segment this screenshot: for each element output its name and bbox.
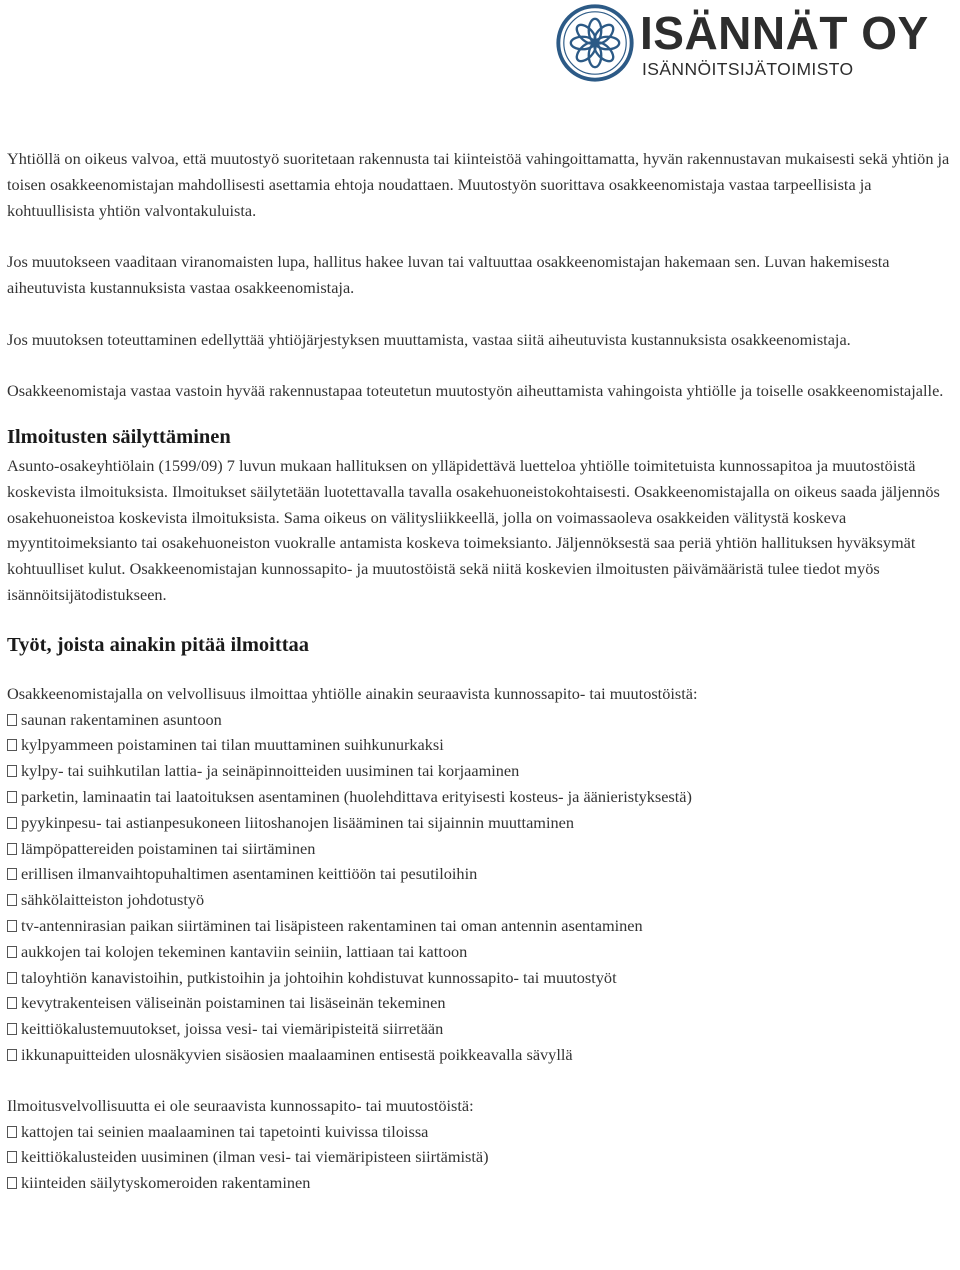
bullet-box-icon xyxy=(7,946,17,958)
list-item xyxy=(7,784,957,810)
list-item xyxy=(7,1042,957,1068)
bullet-box-icon xyxy=(7,894,17,906)
section-heading-works: Työt, joista ainakin pitää ilmoittaa xyxy=(7,633,310,656)
list-item-text: lämpöpattereiden poistaminen tai siirtäminen xyxy=(21,838,316,858)
brand-name: ISÄNNÄT OY xyxy=(640,7,929,59)
list-item-text: pyykinpesu- tai astianpesukoneen liitoshanojen lisääminen tai sijainnin muuttaminen xyxy=(21,812,574,832)
paragraph-supervision: Yhtiöllä on oikeus valvoa, että muutostyö suoritetaan rakennusta tai kiinteistöä vahingoittamatta, hyvän rakennustavan mukaisesti sekä yhtiön ja toisen osakkeenomistajan mahdollisesti asettamia ehtoja noudattaen. Muutostyön suorittava osakkeenomistaja vastaa tarpeellisista ja kohtuullisista yhtiön valvontakuluista. xyxy=(7,149,950,220)
brand-subtitle: ISÄNNÖITSIJÄTOIMISTO xyxy=(642,59,854,79)
paragraph-permit: Jos muutokseen vaaditaan viranomaisten lupa, hallitus hakee luvan tai valtuuttaa osakkeenomistajan hakemaan sen. Luvan hakemisesta aiheutuvista kustannuksista vastaa osakkeenomistaja. xyxy=(7,252,890,297)
list-item-text: saunan rakentaminen asuntoon xyxy=(21,709,222,729)
list-item-text: kattojen tai seinien maalaaminen tai tapetointi kuivissa tiloissa xyxy=(21,1121,429,1141)
list-item-text: tv-antennirasian paikan siirtäminen tai lisäpisteen rakentaminen tai oman antennin asentaminen xyxy=(21,915,643,935)
letterhead xyxy=(556,4,946,84)
list-item-text: parketin, laminaatin tai laatoituksen asentaminen (huolehdittava erityisesti kosteus- ja äänieristyksestä) xyxy=(21,786,692,806)
list-item xyxy=(7,939,957,965)
bullet-box-icon xyxy=(7,972,17,984)
list-item xyxy=(7,836,957,862)
bullet-box-icon xyxy=(7,1177,17,1189)
list-item xyxy=(7,758,957,784)
list-item xyxy=(7,1144,957,1170)
list-item xyxy=(7,1016,957,1042)
document-body xyxy=(7,146,957,1196)
bullet-box-icon xyxy=(7,997,17,1009)
list-item-text: ikkunapuitteiden ulosnäkyvien sisäosien maalaaminen entisestä poikkeavalla sävyllä xyxy=(21,1044,573,1064)
works-intro: Osakkeenomistajalla on velvollisuus ilmoittaa yhtiölle ainakin seuraavista kunnossapito- tai muutostöistä: xyxy=(7,683,698,703)
list-item-text: keittiökalustemuutokset, joissa vesi- tai viemäripisteitä siirretään xyxy=(21,1019,444,1039)
list-item-text: keittiökalusteiden uusiminen (ilman vesi- tai viemäripisteen siirtämistä) xyxy=(21,1147,489,1167)
bullet-box-icon xyxy=(7,714,17,726)
list-item xyxy=(7,707,957,733)
bullet-box-icon xyxy=(7,765,17,777)
list-item-text: kevytrakenteisen väliseinän poistaminen tai lisäseinän tekeminen xyxy=(21,993,446,1013)
bullet-box-icon xyxy=(7,1126,17,1138)
list-item-text: kylpyammeen poistaminen tai tilan muuttaminen suihkunurkaksi xyxy=(21,735,444,755)
list-item-text: taloyhtiön kanavistoihin, putkistoihin ja johtoihin kohdistuvat kunnossapito- tai muutostyöt xyxy=(21,967,617,987)
bullet-box-icon xyxy=(7,1049,17,1061)
list-item-text: erillisen ilmanvaihtopuhaltimen asentaminen keittiöön tai pesutiloihin xyxy=(21,864,478,884)
list-item xyxy=(7,1119,957,1145)
paragraph-liability: Osakkeenomistaja vastaa vastoin hyvää rakennustapaa toteutetun muutostyön aiheuttamista vahingoista yhtiölle ja toiselle osakkeenomistajalle. xyxy=(7,381,944,401)
list-item-text: kiinteiden säilytyskomeroiden rakentaminen xyxy=(21,1173,311,1193)
required-works-list xyxy=(7,707,957,1068)
list-item-text: kylpy- tai suihkutilan lattia- ja seinäpinnoitteiden uusiminen tai korjaaminen xyxy=(21,761,520,781)
bullet-box-icon xyxy=(7,868,17,880)
paragraph-articles: Jos muutoksen toteuttaminen edellyttää yhtiöjärjestyksen muuttamista, vastaa siitä aiheutuvista kustannuksista osakkeenomistaja. xyxy=(7,329,851,349)
list-item-text: aukkojen tai kolojen tekeminen kantaviin seiniin, lattiaan tai kattoon xyxy=(21,941,468,961)
bullet-box-icon xyxy=(7,920,17,932)
bullet-box-icon xyxy=(7,791,17,803)
bullet-box-icon xyxy=(7,843,17,855)
bullet-box-icon xyxy=(7,1151,17,1163)
list-item xyxy=(7,990,957,1016)
list-item xyxy=(7,887,957,913)
section-heading-storage: Ilmoitusten säilyttäminen xyxy=(7,425,231,448)
bullet-box-icon xyxy=(7,739,17,751)
bullet-box-icon xyxy=(7,1023,17,1035)
exempt-intro: Ilmoitusvelvollisuutta ei ole seuraavista kunnossapito- tai muutostöistä: xyxy=(7,1095,474,1115)
exempt-works-list xyxy=(7,1119,957,1196)
list-item xyxy=(7,861,957,887)
flower-rosette-icon xyxy=(556,4,634,82)
bullet-box-icon xyxy=(7,817,17,829)
list-item xyxy=(7,913,957,939)
list-item-text: sähkölaitteiston johdotustyö xyxy=(21,890,205,910)
list-item xyxy=(7,732,957,758)
paragraph-storage: Asunto-osakeyhtiölain (1599/09) 7 luvun mukaan hallituksen on ylläpidettävä luetteloa yhtiölle toimitetuista kunnossapitoa ja muutostöistä koskevista ilmoituksista. Ilmoitukset säilytetään luotettavalla tavalla osakehuoneistokohtaisesti. Osakkeenomistajalla on oikeus saada jäljennös osakehuoneistoa koskevista ilmoituksista. Sama oikeus on välitysliikkeellä, jolla on voimassaoleva osakkeiden välitystä koskeva myyntitoimeksianto tai osakehuoneiston vuokralle antamista koskeva toimeksianto. Jäljennöksestä saa periä yhtiön hallituksen hyväksymät kohtuulliset kulut. Osakkeenomistajan kunnossapito- ja muutostöistä sekä niitä koskevien ilmoitusten päivämääristä tulee tiedot myös isännöitsijätodistukseen. xyxy=(7,455,940,604)
list-item xyxy=(7,810,957,836)
list-item xyxy=(7,1170,957,1196)
list-item xyxy=(7,965,957,991)
